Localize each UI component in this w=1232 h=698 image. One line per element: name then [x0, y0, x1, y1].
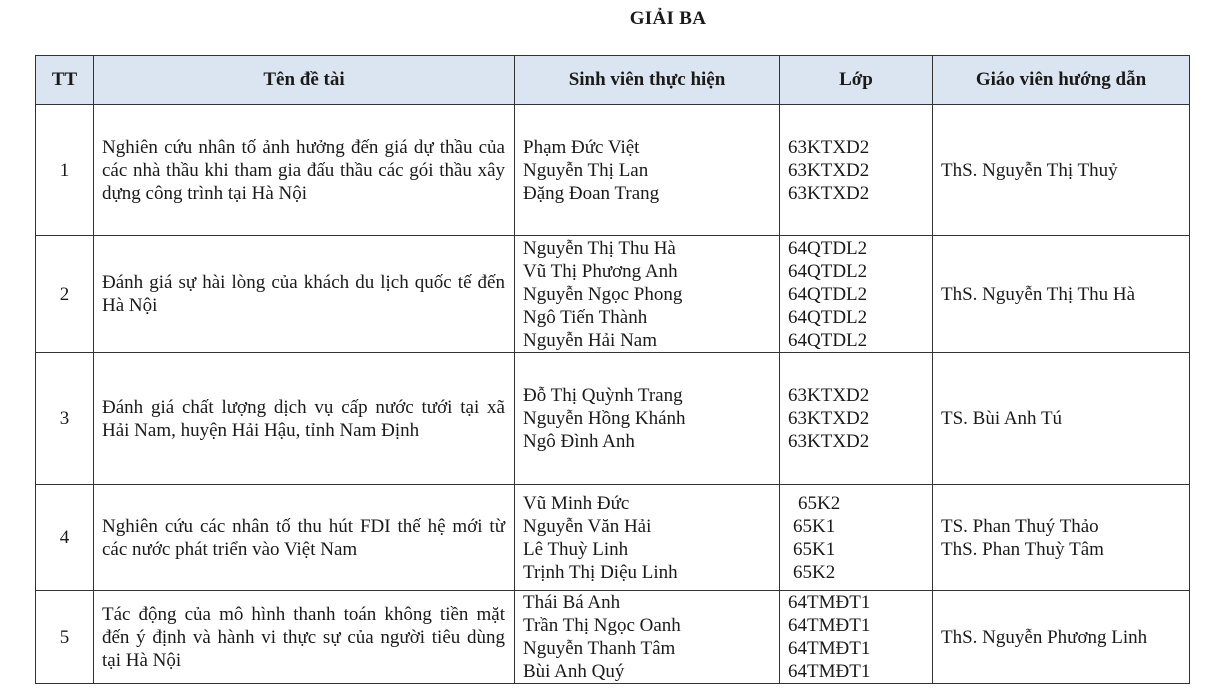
student-name: Nguyễn Hồng Khánh	[523, 408, 686, 429]
class-code: 63KTXD2	[788, 159, 870, 181]
advisor-cell	[933, 485, 1190, 591]
header-topic: Tên đề tài	[94, 56, 515, 105]
advisor-name: ThS. Phan Thuỳ Tâm	[941, 538, 1104, 560]
student-name: Nguyễn Thị Thu Hà	[523, 237, 676, 259]
student-name: Nguyễn Ngọc Phong	[523, 283, 683, 305]
class-cell	[780, 236, 933, 353]
class-code: 63KTXD2	[788, 431, 870, 452]
header-students: Sinh viên thực hiện	[515, 56, 780, 105]
topic-cell: Đánh giá chất lượng dịch vụ cấp nước tưới tại xã Hải Nam, huyện Hải Hậu, tỉnh Nam Định	[94, 353, 515, 485]
advisor-cell	[933, 591, 1190, 684]
student-name: Thái Bá Anh	[523, 592, 621, 613]
topic-cell: Đánh giá sự hài lòng của khách du lịch quốc tế đến Hà Nội	[94, 236, 515, 353]
row-number: 2	[36, 236, 94, 353]
class-code: 64TMĐT1	[788, 592, 871, 613]
student-name: Đỗ Thị Quỳnh Trang	[523, 385, 683, 406]
class-code: 63KTXD2	[788, 182, 870, 204]
student-name: Ngô Đình Anh	[523, 431, 635, 452]
class-code: 64QTDL2	[788, 237, 868, 259]
class-cell	[780, 353, 933, 485]
row-number: 1	[36, 105, 94, 236]
class-cell	[780, 485, 933, 591]
row-number: 5	[36, 591, 94, 684]
students-cell	[515, 236, 780, 353]
students-cell	[515, 353, 780, 485]
class-code: 64TMĐT1	[788, 615, 871, 636]
student-name: Nguyễn Thị Lan	[523, 159, 649, 181]
student-name: Bùi Anh Quý	[523, 661, 625, 682]
class-code: 65K1	[793, 515, 836, 537]
table-row	[36, 236, 1190, 353]
student-name: Ngô Tiến Thành	[523, 306, 648, 328]
advisor-name: TS. Phan Thuý Thảo	[941, 515, 1099, 537]
class-code: 65K1	[793, 538, 836, 560]
topic-cell: Nghiên cứu các nhân tố thu hút FDI thế hệ mới từ các nước phát triển vào Việt Nam	[94, 485, 515, 591]
student-name: Nguyễn Văn Hải	[523, 515, 652, 537]
students-cell	[515, 591, 780, 684]
header-tt: TT	[36, 56, 94, 105]
advisor-name: ThS. Nguyễn Thị Thu Hà	[941, 283, 1136, 305]
topic-cell: Tác động của mô hình thanh toán không tiền mặt đến ý định và hành vi thực sự của người tiêu dùng tại Hà Nội	[94, 591, 515, 684]
class-cell	[780, 105, 933, 236]
row-number: 4	[36, 485, 94, 591]
advisor-cell	[933, 105, 1190, 236]
page-title: GIẢI BA	[629, 8, 707, 29]
table-row	[36, 353, 1190, 485]
student-name: Lê Thuỳ Linh	[523, 538, 629, 560]
student-name: Trần Thị Ngọc Oanh	[523, 615, 681, 636]
student-name: Vũ Minh Đức	[523, 492, 630, 514]
student-name: Vũ Thị Phương Anh	[523, 260, 678, 282]
student-name: Nguyễn Hải Nam	[523, 329, 658, 351]
table-row	[36, 485, 1190, 591]
class-code: 63KTXD2	[788, 408, 870, 429]
class-code: 63KTXD2	[788, 385, 870, 406]
advisor-cell	[933, 353, 1190, 485]
students-cell	[515, 105, 780, 236]
advisor-cell	[933, 236, 1190, 353]
header-class: Lớp	[780, 56, 933, 105]
table-row	[36, 591, 1190, 684]
topic-cell: Nghiên cứu nhân tố ảnh hưởng đến giá dự thầu của các nhà thầu khi tham gia đấu thầu các gói thầu xây dựng công trình tại Hà Nội	[94, 105, 515, 236]
header-row	[36, 56, 1190, 105]
class-code: 64QTDL2	[788, 283, 868, 305]
student-name: Nguyễn Thanh Tâm	[523, 638, 676, 659]
advisor-name: TS. Bùi Anh Tú	[941, 408, 1063, 429]
student-name: Trịnh Thị Diệu Linh	[523, 561, 678, 583]
header-advisor: Giáo viên hướng dẫn	[933, 56, 1190, 105]
class-cell	[780, 591, 933, 684]
student-name: Đặng Đoan Trang	[523, 182, 660, 204]
class-code: 65K2	[798, 492, 841, 514]
student-name: Phạm Đức Việt	[523, 136, 640, 158]
class-code: 65K2	[793, 561, 836, 583]
class-code: 64QTDL2	[788, 329, 868, 351]
class-code: 63KTXD2	[788, 136, 870, 158]
class-code: 64TMĐT1	[788, 661, 871, 682]
advisor-name: ThS. Nguyễn Thị Thuỷ	[941, 159, 1118, 181]
row-number: 3	[36, 353, 94, 485]
class-code: 64TMĐT1	[788, 638, 871, 659]
class-code: 64QTDL2	[788, 306, 868, 328]
awards-table	[35, 55, 1190, 684]
advisor-name: ThS. Nguyễn Phương Linh	[941, 626, 1148, 648]
table-row	[36, 105, 1190, 236]
class-code: 64QTDL2	[788, 260, 868, 282]
students-cell	[515, 485, 780, 591]
